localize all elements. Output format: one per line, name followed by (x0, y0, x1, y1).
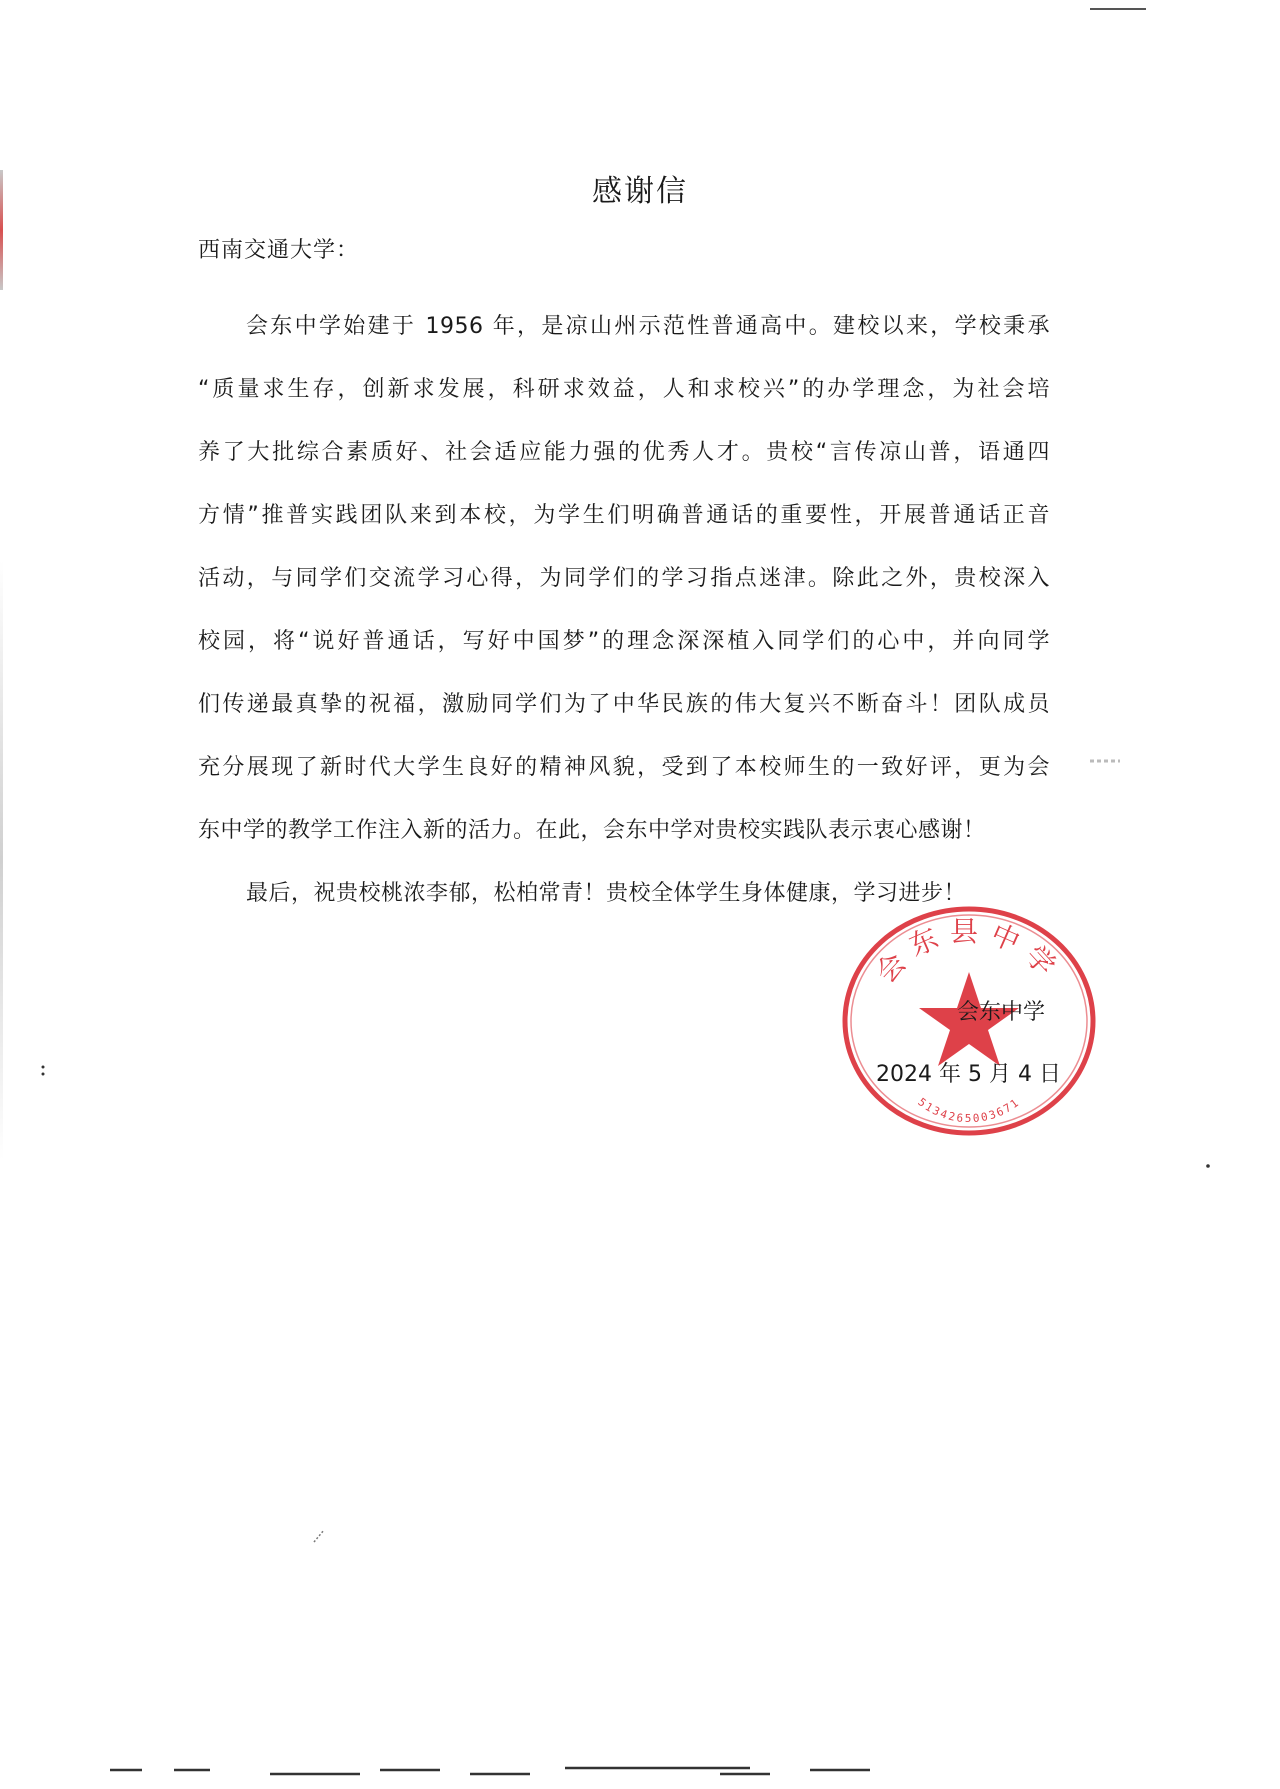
seal-name: 会东县中学 (869, 914, 1069, 990)
seal-number: 5134265003671 (915, 1095, 1023, 1126)
scan-speck (1205, 1163, 1213, 1169)
signature-school: 会东中学 (957, 1000, 1046, 1025)
scan-speck (1090, 6, 1150, 12)
body-line: 充分展现了新时代大学生良好的精神风貌，受到了本校师生的一致好评，更为会 (198, 755, 1050, 780)
body-line: 会东中学始建于 1956 年，是凉山州示范性普通高中。建校以来，学校秉承 (246, 314, 1050, 339)
scan-bottom-edge (110, 1760, 1110, 1780)
scan-speck (40, 1064, 46, 1078)
letter-title: 感谢信 (592, 174, 688, 209)
body-line: 校园，将“说好普通话，写好中国梦”的理念深深植入同学们的心中，并向同学 (198, 629, 1050, 654)
body-line: 们传递最真挚的祝福，激励同学们为了中华民族的伟大复兴不断奋斗！团队成员 (198, 692, 1050, 717)
scan-speck (310, 1528, 330, 1546)
body-line: “质量求生存，创新求发展，科研求效益，人和求校兴”的办学理念，为社会培 (198, 377, 1050, 402)
letter-date: 2024 年 5 月 4 日 (876, 1062, 1061, 1087)
body-line: 活动，与同学们交流学习心得，为同学们的学习指点迷津。除此之外，贵校深入 (198, 566, 1050, 591)
body-line: 东中学的教学工作注入新的活力。在此，会东中学对贵校实践队表示衷心感谢！ (198, 818, 986, 843)
body-line: 养了大批综合素质好、社会适应能力强的优秀人才。贵校“言传凉山普，语通四 (198, 440, 1050, 465)
body-line: 方情”推普实践团队来到本校，为学生们明确普通话的重要性，开展普通话正音 (198, 503, 1050, 528)
letter-closing: 最后，祝贵校桃浓李郁，松柏常青！贵校全体学生身体健康，学习进步！ (246, 881, 967, 906)
svg-text:5134265003671 (915, 1095, 1022, 1125)
letter-salutation: 西南交通大学： (198, 238, 360, 263)
scan-edge-shadow (0, 560, 3, 1160)
scan-speck (1090, 758, 1130, 764)
